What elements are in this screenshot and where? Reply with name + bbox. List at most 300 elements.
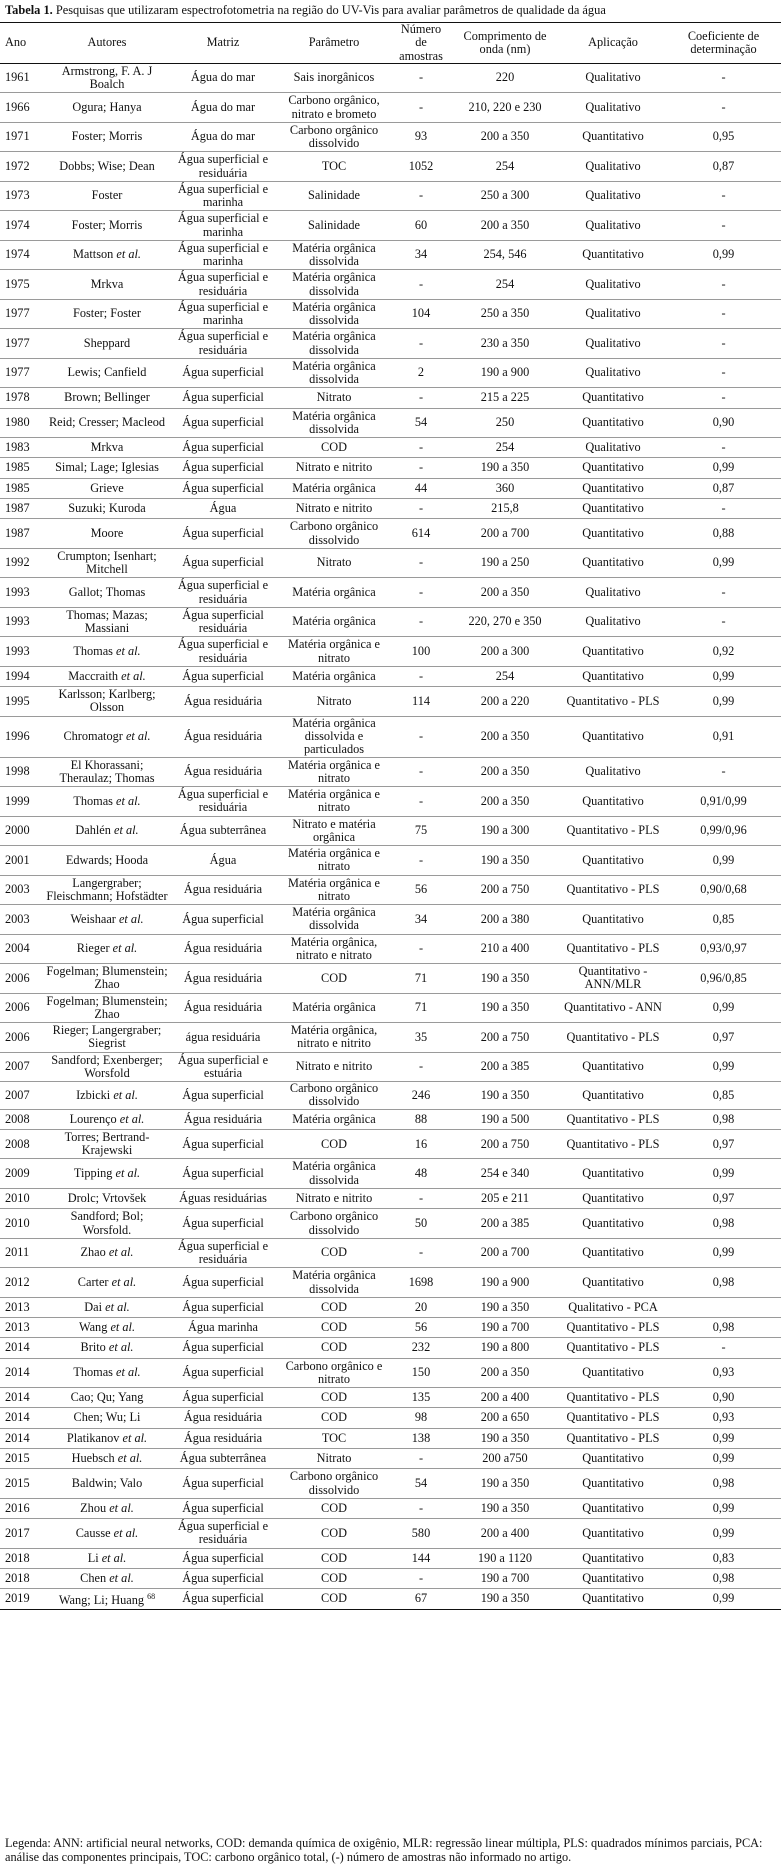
cell-ano: 2007	[0, 1082, 44, 1110]
cell-coef: -	[666, 1338, 781, 1358]
cell-autores	[44, 993, 170, 1023]
cell-coef: 0,87	[666, 152, 781, 182]
cell-matriz: Água superficial e residuária	[170, 270, 276, 300]
cell-autores	[44, 499, 170, 519]
cell-aplicacao: Quantitativo	[560, 1358, 666, 1388]
cell-coef: 0,99	[666, 1519, 781, 1549]
author-names: Grieve	[90, 480, 124, 495]
cell-ano: 2006	[0, 993, 44, 1023]
cell-ano: 2016	[0, 1498, 44, 1518]
cell-matriz: Água superficial	[170, 1338, 276, 1358]
author-names: Izbicki	[76, 1087, 111, 1102]
author-etal: et al.	[101, 1550, 127, 1565]
cell-coef: -	[666, 63, 781, 93]
cell-coef: 0,98	[666, 1568, 781, 1588]
cell-matriz: Água do mar	[170, 122, 276, 152]
cell-aplicacao: Qualitativo	[560, 757, 666, 787]
cell-autores	[44, 358, 170, 388]
cell-coef: 0,83	[666, 1548, 781, 1568]
cell-coef: 0,95	[666, 122, 781, 152]
cell-autores	[44, 1548, 170, 1568]
author-names: Weishaar	[70, 911, 116, 926]
cell-amostras: 54	[392, 408, 450, 438]
cell-ano: 2014	[0, 1358, 44, 1388]
cell-matriz: Água superficial e residuária	[170, 787, 276, 817]
cell-aplicacao: Quantitativo	[560, 1469, 666, 1499]
cell-amostras: 60	[392, 211, 450, 241]
cell-onda: 190 a 1120	[450, 1548, 560, 1568]
table-row	[0, 934, 781, 964]
cell-parametro: Matéria orgânica dissolvida	[276, 1268, 392, 1298]
cell-onda: 200 a 385	[450, 1052, 560, 1082]
table-row	[0, 1408, 781, 1428]
caption-text: Pesquisas que utilizaram espectrofotometria na região do UV-Vis para avaliar parâmetros de qualidade da água	[52, 3, 606, 17]
table-row	[0, 1159, 781, 1189]
cell-onda: 205 e 211	[450, 1188, 560, 1208]
cell-matriz: Água superficial	[170, 1388, 276, 1408]
table-row	[0, 1428, 781, 1448]
table-row	[0, 1023, 781, 1053]
cell-onda: 200 a 380	[450, 905, 560, 935]
cell-onda: 190 a 900	[450, 1268, 560, 1298]
cell-matriz: Água residuária	[170, 875, 276, 905]
author-names: Suzuki; Kuroda	[68, 501, 146, 516]
table-row	[0, 152, 781, 182]
cell-coef: 0,85	[666, 905, 781, 935]
cell-parametro: COD	[276, 1498, 392, 1518]
cell-autores	[44, 934, 170, 964]
cell-autores	[44, 1052, 170, 1082]
cell-amostras: 75	[392, 816, 450, 846]
cell-amostras: 56	[392, 875, 450, 905]
table-row	[0, 666, 781, 686]
table-row	[0, 122, 781, 152]
author-names: Carter	[77, 1274, 109, 1289]
cell-amostras: 71	[392, 964, 450, 994]
author-names: Rieger; Langergraber; Siegrist	[52, 1023, 162, 1051]
author-names: Sandford; Bol; Worsfold.	[70, 1209, 144, 1237]
cell-aplicacao: Quantitativo	[560, 666, 666, 686]
cell-amostras: -	[392, 1449, 450, 1469]
cell-parametro: Nitrato e matéria orgânica	[276, 816, 392, 846]
cell-parametro: Matéria orgânica dissolvida	[276, 240, 392, 270]
cell-amostras: 93	[392, 122, 450, 152]
cell-matriz: Água superficial	[170, 1358, 276, 1388]
cell-ano: 1992	[0, 548, 44, 578]
cell-amostras: -	[392, 787, 450, 817]
cell-coef: 0,97	[666, 1023, 781, 1053]
author-names: Foster; Morris	[71, 129, 143, 144]
cell-aplicacao: Quantitativo	[560, 1589, 666, 1609]
table-row	[0, 1297, 781, 1317]
cell-ano: 1978	[0, 388, 44, 408]
cell-matriz: Água superficial e residuária	[170, 329, 276, 359]
cell-coef: 0,98	[666, 1469, 781, 1499]
author-names: Simal; Lage; Iglesias	[55, 460, 159, 475]
cell-aplicacao: Quantitativo	[560, 1268, 666, 1298]
cell-aplicacao: Quantitativo	[560, 1519, 666, 1549]
cell-ano: 1966	[0, 93, 44, 123]
author-names: Lourenço	[69, 1111, 117, 1126]
author-names: Gallot; Thomas	[68, 584, 146, 599]
cell-aplicacao: Quantitativo	[560, 1188, 666, 1208]
cell-parametro: Nitrato e nitrito	[276, 1188, 392, 1208]
table-row	[0, 1469, 781, 1499]
author-names: Chen	[80, 1570, 107, 1585]
cell-ano: 2011	[0, 1238, 44, 1268]
cell-matriz: Água superficial	[170, 1589, 276, 1609]
author-names: Huebsch	[71, 1451, 115, 1466]
cell-onda: 200 a 350	[450, 122, 560, 152]
cell-autores	[44, 607, 170, 637]
cell-ano: 1971	[0, 122, 44, 152]
cell-onda: 200 a 220	[450, 687, 560, 717]
cell-autores	[44, 478, 170, 498]
cell-matriz: Água marinha	[170, 1318, 276, 1338]
cell-coef: -	[666, 607, 781, 637]
cell-onda: 200 a 385	[450, 1209, 560, 1239]
cell-matriz: Água superficial e residuária	[170, 1238, 276, 1268]
cell-amostras: 1052	[392, 152, 450, 182]
cell-matriz: Água superficial e marinha	[170, 211, 276, 241]
author-names: Maccraith	[68, 668, 119, 683]
table-row	[0, 1109, 781, 1129]
cell-coef: 0,90	[666, 1388, 781, 1408]
cell-autores	[44, 787, 170, 817]
cell-coef: 0,99	[666, 1428, 781, 1448]
cell-ano: 2009	[0, 1159, 44, 1189]
cell-coef: 0,99	[666, 666, 781, 686]
author-names: Baldwin; Valo	[71, 1475, 143, 1490]
cell-autores	[44, 875, 170, 905]
cell-aplicacao: Quantitativo	[560, 1209, 666, 1239]
cell-parametro: COD	[276, 1568, 392, 1588]
table-row	[0, 1188, 781, 1208]
cell-amostras: 580	[392, 1519, 450, 1549]
cell-matriz: Água superficial	[170, 1129, 276, 1159]
cell-coef: 0,91/0,99	[666, 787, 781, 817]
cell-aplicacao: Quantitativo	[560, 1159, 666, 1189]
table-row	[0, 1358, 781, 1388]
cell-aplicacao: Qualitativo	[560, 358, 666, 388]
cell-onda: 230 a 350	[450, 329, 560, 359]
cell-parametro: Sais inorgânicos	[276, 63, 392, 93]
cell-aplicacao: Quantitativo	[560, 1548, 666, 1568]
cell-parametro: Matéria orgânica, nitrato e nitrato	[276, 934, 392, 964]
cell-aplicacao: Quantitativo - PLS	[560, 1408, 666, 1428]
cell-parametro: Matéria orgânica	[276, 607, 392, 637]
cell-ano: 2014	[0, 1408, 44, 1428]
cell-onda: 190 a 350	[450, 1589, 560, 1609]
cell-coef: 0,93	[666, 1358, 781, 1388]
cell-amostras: -	[392, 458, 450, 478]
table-row	[0, 408, 781, 438]
table-row	[0, 548, 781, 578]
cell-autores	[44, 1188, 170, 1208]
cell-onda: 190 a 350	[450, 846, 560, 876]
cell-onda: 200 a 700	[450, 519, 560, 549]
author-names: Drolc; Vrtovšek	[67, 1190, 147, 1205]
cell-matriz: Água residuária	[170, 993, 276, 1023]
cell-coef: 0,90/0,68	[666, 875, 781, 905]
cell-ano: 1974	[0, 211, 44, 241]
cell-onda: 200 a 750	[450, 875, 560, 905]
cell-ano: 1961	[0, 63, 44, 93]
table-row	[0, 1568, 781, 1588]
cell-onda: 200 a750	[450, 1449, 560, 1469]
cell-autores	[44, 458, 170, 478]
cell-autores	[44, 299, 170, 329]
author-etal: et al.	[118, 911, 144, 926]
table-row	[0, 1082, 781, 1110]
cell-matriz: Água do mar	[170, 63, 276, 93]
cell-coef: -	[666, 757, 781, 787]
author-names: Fogelman; Blumenstein; Zhao	[46, 964, 168, 992]
cell-coef: 0,99	[666, 846, 781, 876]
cell-parametro: Carbono orgânico, nitrato e brometo	[276, 93, 392, 123]
header-onda: Comprimento de onda (nm)	[450, 23, 560, 64]
cell-aplicacao: Quantitativo - PLS	[560, 687, 666, 717]
cell-ano: 1985	[0, 458, 44, 478]
cell-ano: 1993	[0, 578, 44, 608]
cell-coef: 0,93/0,97	[666, 934, 781, 964]
cell-coef: -	[666, 358, 781, 388]
cell-onda: 200 a 650	[450, 1408, 560, 1428]
cell-parametro: Matéria orgânica dissolvida	[276, 270, 392, 300]
cell-autores	[44, 1338, 170, 1358]
cell-parametro: COD	[276, 1388, 392, 1408]
cell-amostras: 135	[392, 1388, 450, 1408]
cell-coef: 0,96/0,85	[666, 964, 781, 994]
cell-amostras: 54	[392, 1469, 450, 1499]
cell-autores	[44, 1498, 170, 1518]
cell-autores	[44, 1238, 170, 1268]
footnote: Legenda: ANN: artificial neural networks, COD: demanda química de oxigênio, MLR: regressão linear múltipla, PLS: quadrados mínimos parciais, PCA: análise das componentes principais, TOC: carbono orgânico total, (-) número de amostras não informado no artigo.	[5, 1836, 763, 1864]
cell-coef: 0,87	[666, 478, 781, 498]
cell-autores	[44, 1129, 170, 1159]
cell-parametro: Salinidade	[276, 181, 392, 211]
cell-aplicacao: Quantitativo - PLS	[560, 1338, 666, 1358]
cell-matriz: Água subterrânea	[170, 816, 276, 846]
cell-onda: 200 a 350	[450, 716, 560, 757]
cell-parametro: Salinidade	[276, 211, 392, 241]
cell-parametro: Nitrato	[276, 687, 392, 717]
cell-parametro: COD	[276, 1589, 392, 1609]
table-row	[0, 964, 781, 994]
cell-onda: 215,8	[450, 499, 560, 519]
cell-ano: 1995	[0, 687, 44, 717]
cell-amostras: -	[392, 329, 450, 359]
cell-parametro: Matéria orgânica e nitrato	[276, 787, 392, 817]
cell-ano: 1977	[0, 299, 44, 329]
cell-coef: -	[666, 270, 781, 300]
cell-coef: 0,99	[666, 1449, 781, 1469]
cell-onda: 190 a 350	[450, 993, 560, 1023]
cell-matriz: água residuária	[170, 1023, 276, 1053]
cell-aplicacao: Quantitativo	[560, 905, 666, 935]
cell-ano: 2015	[0, 1449, 44, 1469]
author-names: Thomas	[73, 793, 113, 808]
cell-coef: 0,98	[666, 1109, 781, 1129]
cell-autores	[44, 388, 170, 408]
cell-aplicacao: Quantitativo	[560, 478, 666, 498]
cell-amostras: 614	[392, 519, 450, 549]
author-etal: et al.	[105, 1299, 130, 1314]
cell-parametro: Matéria orgânica e nitrato	[276, 875, 392, 905]
cell-aplicacao: Quantitativo	[560, 1238, 666, 1268]
cell-autores	[44, 637, 170, 667]
table-row	[0, 181, 781, 211]
cell-onda: 200 a 400	[450, 1519, 560, 1549]
cell-matriz: Água subterrânea	[170, 1449, 276, 1469]
author-names: Dai	[84, 1299, 103, 1314]
cell-coef: -	[666, 329, 781, 359]
cell-matriz: Água superficial	[170, 666, 276, 686]
cell-onda: 190 a 700	[450, 1318, 560, 1338]
author-names: Rieger	[76, 941, 110, 956]
cell-coef: 0,90	[666, 408, 781, 438]
cell-ano: 2012	[0, 1268, 44, 1298]
cell-amostras: -	[392, 716, 450, 757]
cell-parametro: COD	[276, 1129, 392, 1159]
cell-matriz: Água residuária	[170, 1408, 276, 1428]
cell-onda: 200 a 350	[450, 787, 560, 817]
cell-coef: 0,99	[666, 1052, 781, 1082]
cell-amostras: 44	[392, 478, 450, 498]
table-row	[0, 299, 781, 329]
cell-ano: 2015	[0, 1469, 44, 1499]
author-names: Foster; Morris	[71, 217, 143, 232]
cell-parametro: TOC	[276, 152, 392, 182]
cell-coef: 0,99	[666, 1589, 781, 1609]
cell-ano: 2001	[0, 846, 44, 876]
cell-amostras: 56	[392, 1318, 450, 1338]
cell-ano: 1998	[0, 757, 44, 787]
cell-autores	[44, 519, 170, 549]
cell-onda: 190 a 350	[450, 1469, 560, 1499]
author-names: Thomas	[73, 643, 113, 658]
cell-onda: 200 a 300	[450, 637, 560, 667]
author-reference: 68	[147, 1592, 156, 1602]
cell-parametro: Matéria orgânica dissolvida	[276, 905, 392, 935]
table-row	[0, 358, 781, 388]
cell-onda: 200 a 350	[450, 757, 560, 787]
cell-coef: 0,99	[666, 1498, 781, 1518]
cell-amostras: 232	[392, 1338, 450, 1358]
header-row	[0, 23, 781, 64]
cell-aplicacao: Quantitativo - PLS	[560, 934, 666, 964]
cell-ano: 2013	[0, 1318, 44, 1338]
cell-parametro: Matéria orgânica	[276, 666, 392, 686]
cell-coef: 0,98	[666, 1209, 781, 1239]
cell-aplicacao: Qualitativo	[560, 607, 666, 637]
table-row	[0, 1449, 781, 1469]
cell-aplicacao: Quantitativo - PLS	[560, 816, 666, 846]
author-etal: et al.	[113, 1087, 138, 1102]
cell-autores	[44, 1519, 170, 1549]
cell-matriz: Água superficial	[170, 905, 276, 935]
cell-amostras: -	[392, 388, 450, 408]
cell-aplicacao: Quantitativo	[560, 519, 666, 549]
cell-autores	[44, 181, 170, 211]
table-row	[0, 1318, 781, 1338]
cell-coef: -	[666, 578, 781, 608]
table-row	[0, 578, 781, 608]
table-row	[0, 905, 781, 935]
cell-parametro: Carbono orgânico dissolvido	[276, 1209, 392, 1239]
table-row	[0, 687, 781, 717]
header-autores: Autores	[44, 23, 170, 64]
cell-coef: 0,97	[666, 1188, 781, 1208]
author-etal: et al.	[125, 728, 151, 743]
cell-ano: 1993	[0, 637, 44, 667]
author-names: Dahlén	[75, 823, 111, 838]
cell-matriz: Água	[170, 499, 276, 519]
cell-autores	[44, 964, 170, 994]
cell-ano: 1993	[0, 607, 44, 637]
cell-amostras: 150	[392, 1358, 450, 1388]
cell-coef: -	[666, 388, 781, 408]
header-coef: Coeficiente de determinação	[666, 23, 781, 64]
cell-matriz: Água residuária	[170, 1428, 276, 1448]
cell-matriz: Água superficial e residuária	[170, 637, 276, 667]
cell-autores	[44, 578, 170, 608]
cell-ano: 1977	[0, 329, 44, 359]
author-etal: et al.	[109, 1570, 134, 1585]
cell-coef: 0,93	[666, 1408, 781, 1428]
header-ano: Ano	[0, 23, 44, 64]
cell-onda: 254	[450, 152, 560, 182]
cell-matriz: Água superficial e marinha	[170, 181, 276, 211]
cell-matriz: Água superficial	[170, 1268, 276, 1298]
table-row	[0, 787, 781, 817]
cell-ano: 2014	[0, 1388, 44, 1408]
author-etal: et al.	[117, 1451, 143, 1466]
author-names: Ogura; Hanya	[72, 99, 142, 114]
table-row	[0, 1548, 781, 1568]
header-amostras: Número de amostras	[392, 23, 450, 64]
cell-onda: 200 a 400	[450, 1388, 560, 1408]
author-names: Wang; Li; Huang	[58, 1593, 144, 1608]
cell-aplicacao: Quantitativo - ANN/MLR	[560, 964, 666, 994]
cell-ano: 2003	[0, 905, 44, 935]
cell-onda: 190 a 900	[450, 358, 560, 388]
cell-ano: 2007	[0, 1052, 44, 1082]
cell-aplicacao: Qualitativo	[560, 211, 666, 241]
cell-autores	[44, 1358, 170, 1388]
cell-parametro: Carbono orgânico dissolvido	[276, 519, 392, 549]
author-names: Reid; Cresser; Macleod	[48, 415, 166, 430]
cell-autores	[44, 1388, 170, 1408]
cell-autores	[44, 1589, 170, 1609]
author-etal: et al.	[109, 1500, 134, 1515]
table-row	[0, 757, 781, 787]
cell-parametro: Matéria orgânica, nitrato e nitrito	[276, 1023, 392, 1053]
cell-parametro: Nitrato	[276, 1449, 392, 1469]
table-row	[0, 637, 781, 667]
author-names: Zhao	[80, 1245, 106, 1260]
cell-aplicacao: Qualitativo	[560, 578, 666, 608]
cell-onda: 220, 270 e 350	[450, 607, 560, 637]
author-etal: et al.	[108, 1340, 134, 1355]
table-row	[0, 1498, 781, 1518]
cell-ano: 1987	[0, 519, 44, 549]
author-names: Edwards; Hooda	[65, 852, 149, 867]
cell-ano: 2004	[0, 934, 44, 964]
cell-parametro: Matéria orgânica e nitrato	[276, 637, 392, 667]
cell-parametro: Matéria orgânica dissolvida	[276, 329, 392, 359]
cell-coef: 0,99	[666, 458, 781, 478]
